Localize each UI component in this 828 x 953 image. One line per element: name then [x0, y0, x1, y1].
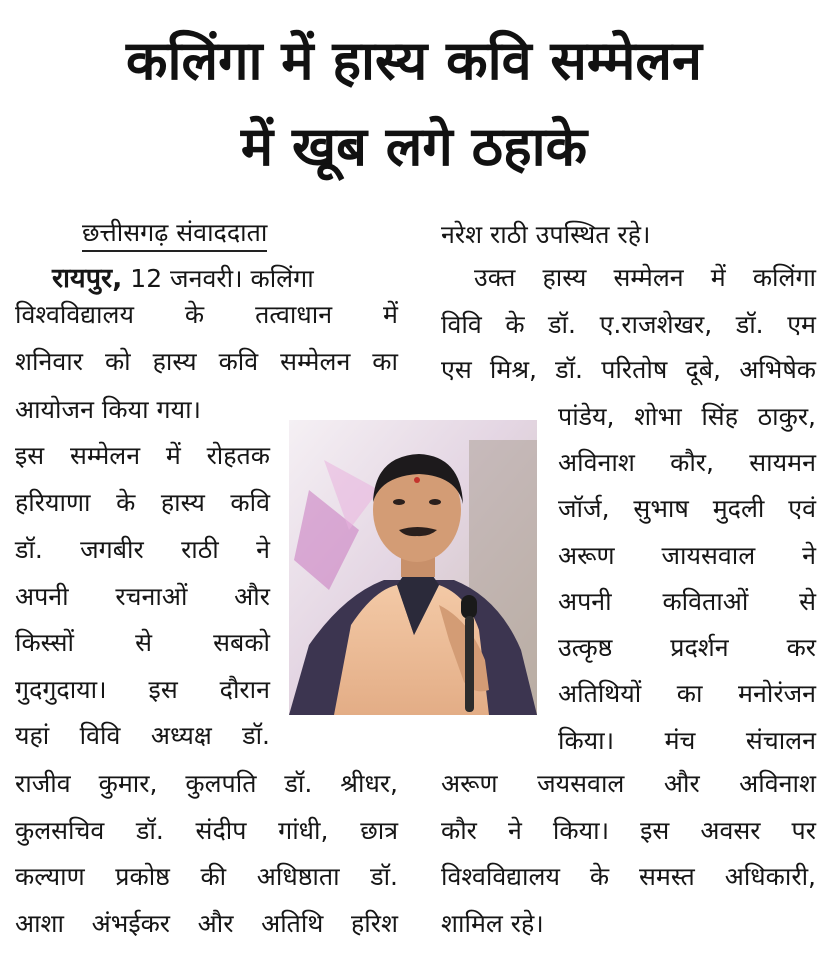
- left-col-line: राजीव कुमार, कुलपति डॉ. श्रीधर,: [15, 769, 398, 798]
- headline-line-1: कलिंगा में हास्य कवि सम्मेलन: [126, 29, 702, 92]
- dateline-date: 12 जनवरी। कलिंगा: [122, 264, 314, 293]
- right-col-line: उक्त हास्य सम्मेलन में कलिंगा: [474, 263, 816, 292]
- left-col-line: आशा अंभईकर और अतिथि हरिश: [15, 909, 398, 938]
- right-col-line: अतिथियों का मनोरंजन: [558, 679, 816, 708]
- left-col-line: कुलसचिव डॉ. संदीप गांधी, छात्र: [15, 816, 398, 845]
- left-col-line: किस्सों से सबको: [15, 628, 270, 657]
- dateline-city: रायपुर,: [52, 263, 123, 294]
- left-col-line: विश्वविद्यालय के तत्वाधान में: [15, 300, 398, 329]
- left-col-line: इस सम्मेलन में रोहतक: [15, 441, 270, 470]
- dateline: [52, 265, 397, 292]
- left-col-line: डॉ. जगबीर राठी ने: [15, 535, 270, 564]
- poet-illustration: [289, 420, 537, 715]
- right-col-line: नरेश राठी उपस्थित रहे।: [441, 220, 651, 249]
- right-col-line: विवि के डॉ. ए.राजशेखर, डॉ. एम: [441, 310, 816, 339]
- left-col-line: गुदगुदाया। इस दौरान: [15, 675, 270, 704]
- right-col-line: विश्वविद्यालय के समस्त अधिकारी,: [441, 862, 816, 891]
- right-col-line: उत्कृष्ठ प्रदर्शन कर: [558, 633, 816, 662]
- right-col-line: कौर ने किया। इस अवसर पर: [441, 816, 816, 845]
- left-col-line: हरियाणा के हास्य कवि: [15, 488, 270, 517]
- left-col-line: यहां विवि अध्यक्ष डॉ.: [15, 721, 270, 750]
- right-col-line: पांडेय, शोभा सिंह ठाकुर,: [558, 402, 816, 431]
- right-col-line: अविनाश कौर, सायमन: [558, 448, 816, 477]
- left-col-line: आयोजन किया गया।: [15, 395, 202, 424]
- left-col-line: कल्याण प्रकोष्ठ की अधिष्ठाता डॉ.: [15, 862, 398, 891]
- right-col-line: अरूण जयसवाल और अविनाश: [441, 769, 816, 798]
- right-col-line: जॉर्ज, सुभाष मुदली एवं: [558, 494, 816, 523]
- right-col-line: अरूण जायसवाल ने: [558, 541, 816, 570]
- right-col-line: एस मिश्र, डॉ. परितोष दूबे, अभिषेक: [441, 355, 816, 384]
- right-col-line: शामिल रहे।: [441, 909, 544, 938]
- left-col-line: शनिवार को हास्य कवि सम्मेलन का: [15, 347, 398, 376]
- article-photo: [289, 420, 537, 715]
- headline-line-2: में खूब लगे ठहाके: [240, 115, 588, 178]
- byline: छत्तीसगढ़ संवाददाता: [82, 219, 267, 252]
- right-col-line: किया। मंच संचालन: [558, 726, 816, 755]
- left-col-line: अपनी रचनाओं और: [15, 582, 270, 611]
- right-col-line: अपनी कविताओं से: [558, 587, 816, 616]
